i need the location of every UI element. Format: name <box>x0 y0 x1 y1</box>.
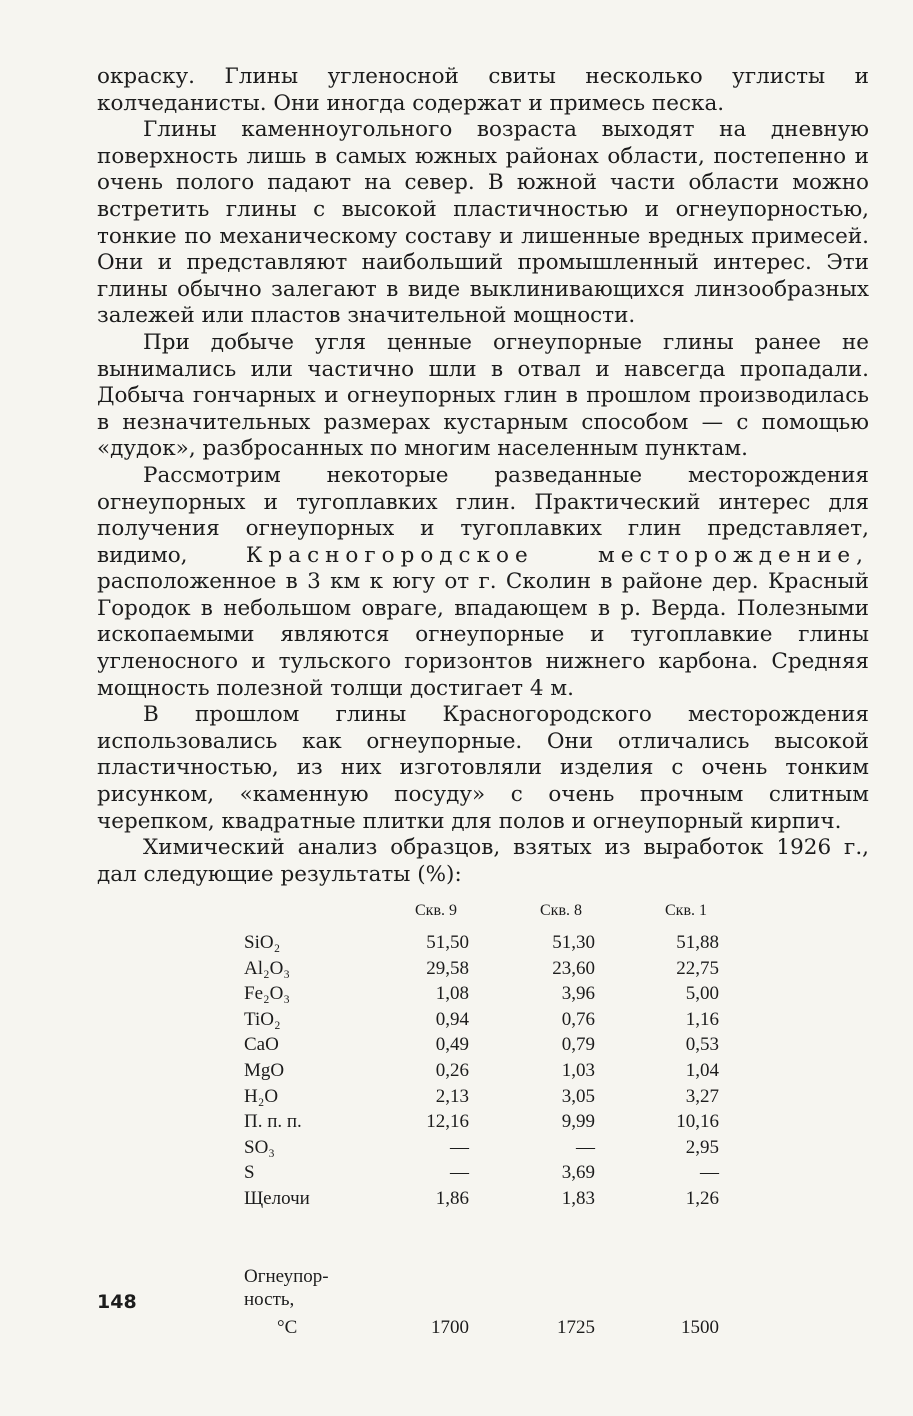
refractory-unit: °C <box>277 1317 298 1338</box>
cell-value: 1,16 <box>685 1008 719 1030</box>
table-row <box>97 1086 869 1112</box>
table-row <box>97 1162 869 1188</box>
row-label: Щелочи <box>244 1188 310 1209</box>
cell-value: 29,58 <box>426 957 469 979</box>
table-row-refractory <box>97 1265 869 1345</box>
paragraph-2: Глины каменноугольного возраста выходят на дневную поверхность лишь в самых южных районах области, постепенно и очень полого падают на север. В южной части области можно встретить глины с высокой пластичностью и огнеупорностью, тонкие по механическому составу и лишенные вредных примесей. Они и представляют наибольший промышленный интерес. Эти глины обычно залегают в виде выклинивающихся линзообразных залежей или пластов значительной мощности. <box>97 117 869 329</box>
cell-value: 51,50 <box>426 932 469 953</box>
table-row <box>97 932 869 958</box>
cell-value: 5,00 <box>685 983 719 1005</box>
row-label: TiO₂ <box>244 1008 281 1030</box>
cell-value: 0,79 <box>561 1034 595 1056</box>
cell-value: — <box>450 1162 469 1184</box>
table-row <box>97 983 869 1009</box>
cell-value: 0,76 <box>561 1008 595 1030</box>
cell-value: 1,08 <box>435 983 469 1005</box>
row-label: Al₂O₃ <box>244 957 290 979</box>
paragraph-1: окраску. Глины угленосной свиты несколько углисты и колчеданисты. Они иногда содержат и примесь песка. <box>97 64 869 116</box>
row-label: П. п. п. <box>244 1111 302 1133</box>
refractory-label-line2: ность, <box>244 1289 295 1310</box>
refractory-label <box>244 1265 329 1311</box>
cell-value: 2,13 <box>435 1085 469 1107</box>
cell-value: 1,86 <box>435 1188 469 1209</box>
cell-value: 3,05 <box>561 1085 595 1107</box>
table-row <box>97 1188 869 1214</box>
cell-value: 9,99 <box>561 1111 595 1133</box>
cell-value: 3,27 <box>685 1085 719 1107</box>
table-row <box>97 1137 869 1163</box>
cell-value: — <box>700 1162 719 1184</box>
cell-value: 1,03 <box>561 1060 595 1081</box>
row-label: S <box>244 1162 255 1184</box>
table-header <box>97 902 869 924</box>
paragraph-3: При добыче угля ценные огнеупорные глины ранее не вынимались или частично шли в отвал и навсегда пропадали. Добыча гончарных и огнеупорных глин в прошлом производилась в незначительных размерах кустарным способом — с помощью «дудок», разбросанных по многим населенным пунктам. <box>97 329 869 462</box>
paragraph-4 <box>97 463 869 702</box>
row-label: H₂O <box>244 1085 279 1107</box>
table-row <box>97 1060 869 1086</box>
refractory-label-line1: Огнеупор- <box>244 1266 329 1287</box>
cell-value: 3,69 <box>561 1162 595 1184</box>
refractory-value-well-1: 1500 <box>681 1317 719 1338</box>
paragraph-4-before: Рассмотрим некоторые разведанные месторождения огнеупорных и тугоплавких глин. Практический интерес для получения огнеупорных и тугоплавких глин представляет, видимо, <box>97 462 869 568</box>
table-row <box>97 1111 869 1137</box>
row-label: Fe₂O₃ <box>244 983 290 1005</box>
cell-value: 2,95 <box>685 1136 719 1158</box>
cell-value: 12,16 <box>426 1111 469 1133</box>
deposit-name: Красногородское месторождение, <box>245 542 869 568</box>
cell-value: 51,88 <box>676 932 719 953</box>
row-label: MgO <box>244 1060 285 1081</box>
cell-value: — <box>450 1136 469 1158</box>
header-well-1: Скв. 1 <box>665 902 707 919</box>
cell-value: 3,96 <box>561 983 595 1005</box>
page-number: 148 <box>97 1291 137 1313</box>
row-label: SiO₂ <box>244 932 281 953</box>
paragraph-6: Химический анализ образцов, взятых из выработок 1926 г., дал следующие результаты (%): <box>97 835 869 887</box>
paragraph-5: В прошлом глины Красногородского месторождения использовались как огнеупорные. Они отличались высокой пластичностью, из них изготовляли изделия с очень тонким рисунком, «каменную посуду» с очень прочным слитным черепком, квадратные плитки для полов и огнеупорный кирпич. <box>97 702 869 834</box>
cell-value: 0,26 <box>435 1060 469 1081</box>
cell-value: — <box>576 1136 595 1158</box>
cell-value: 0,94 <box>435 1008 469 1030</box>
refractory-value-well-8: 1725 <box>557 1317 595 1338</box>
cell-value: 23,60 <box>552 957 595 979</box>
refractory-value-well-9: 1700 <box>431 1317 469 1338</box>
table-row <box>97 1009 869 1035</box>
cell-value: 51,30 <box>552 932 595 953</box>
header-well-8: Скв. 8 <box>540 902 582 919</box>
row-label: CaO <box>244 1034 279 1056</box>
cell-value: 1,26 <box>685 1188 719 1209</box>
cell-value: 0,53 <box>685 1034 719 1056</box>
table-row <box>97 958 869 984</box>
cell-value: 10,16 <box>676 1111 719 1133</box>
paragraph-4-after: расположенное в 3 км к югу от г. Сколин в районе дер. Красный Городок в небольшом овраге, впадающем в р. Верда. Полезными ископаемыми являются огнеупорные и тугоплавкие глины угленосного и тульского горизонтов нижнего карбона. Средняя мощность полезной толщи достигает 4 м. <box>97 569 869 701</box>
header-well-9: Скв. 9 <box>415 902 457 919</box>
row-label: SO₃ <box>244 1136 275 1158</box>
cell-value: 1,04 <box>685 1060 719 1081</box>
cell-value: 22,75 <box>676 957 719 979</box>
cell-value: 0,49 <box>435 1034 469 1056</box>
table-row <box>97 1034 869 1060</box>
cell-value: 1,83 <box>561 1188 595 1209</box>
